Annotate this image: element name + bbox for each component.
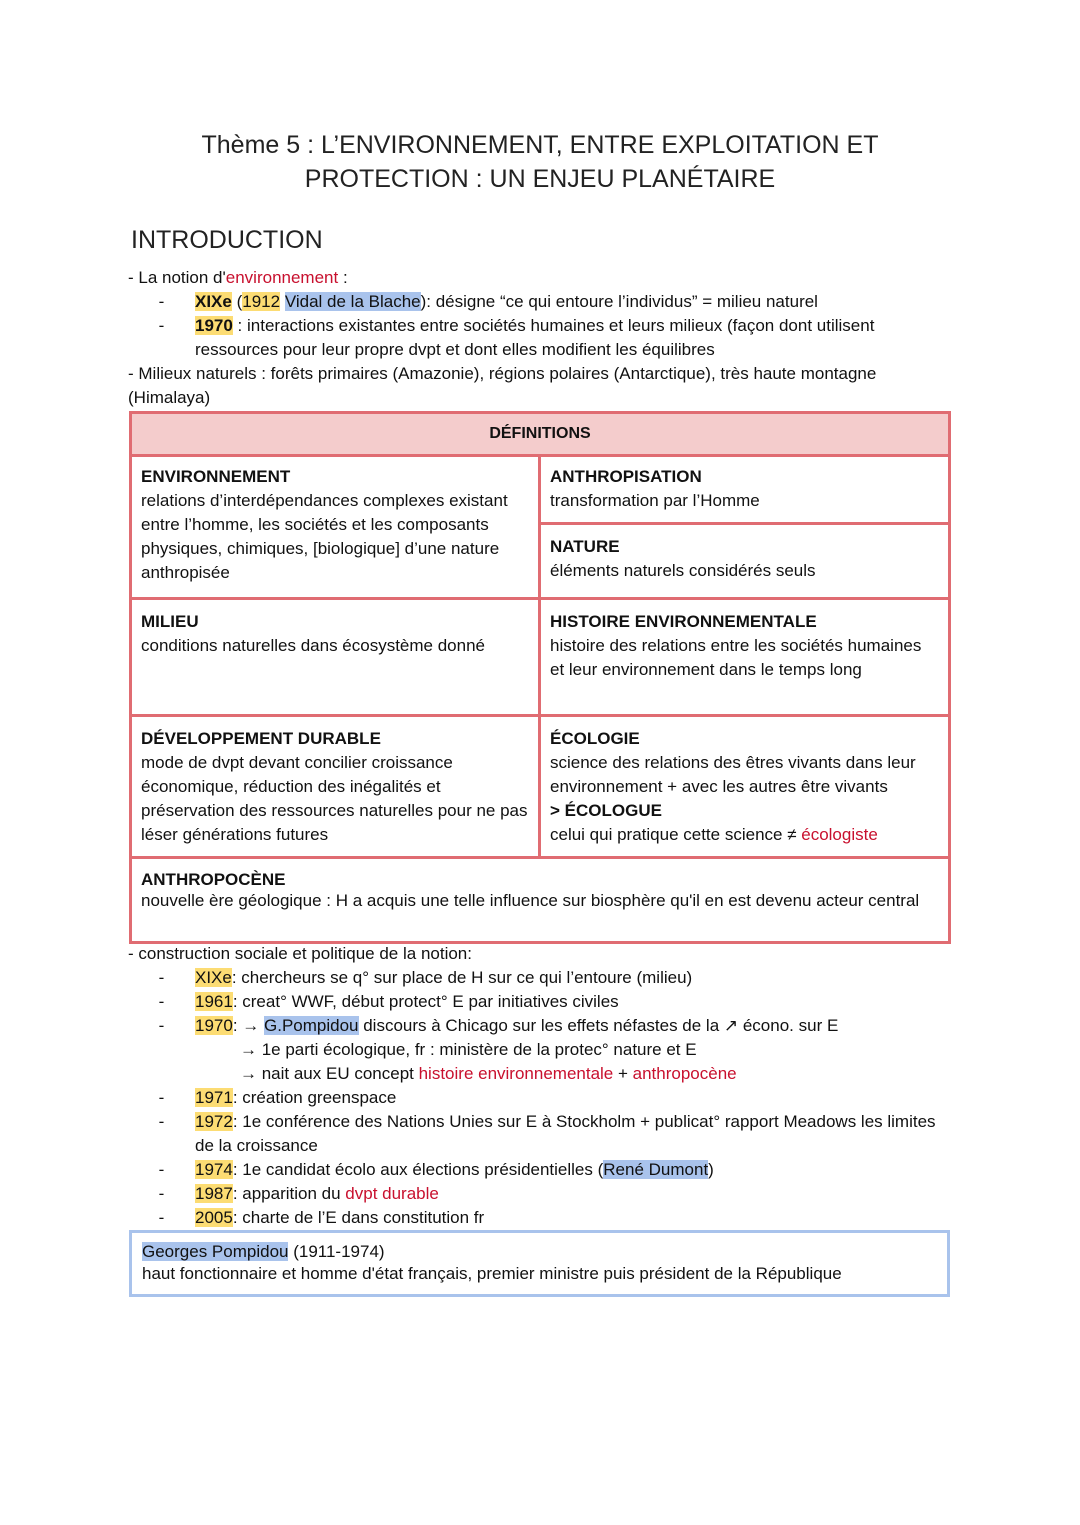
timeline-item: - 1971: création greenspace — [158, 1088, 397, 1107]
milieux-line: - Milieux naturels : forêts primaires (Amazonie), régions polaires (Antarctique), très haute montagne (Himalaya) — [128, 364, 877, 407]
pompidou-name: Georges Pompidou — [142, 1242, 289, 1261]
title-line-1: Thème 5 : L’ENVIRONNEMENT, ENTRE EXPLOITATION ET — [201, 131, 879, 159]
arrow-line-2: → nait aux EU concept histoire environnementale + anthropocène — [240, 1064, 737, 1083]
timeline-item: - 1972: 1e conférence des Nations Unies sur E à Stockholm + publicat° rapport Meadows les limites de la croissance — [158, 1112, 936, 1155]
construction-intro: - construction sociale et politique de la notion: — [128, 944, 472, 963]
date-highlight: 1971 — [195, 1088, 233, 1107]
introduction-heading: INTRODUCTION — [131, 226, 323, 254]
date-highlight: 1974 — [195, 1160, 233, 1179]
notion-line: - La notion d'environnement : — [128, 268, 348, 287]
definitions-header: DÉFINITIONS — [132, 414, 948, 457]
date-highlight: XIXe — [195, 292, 232, 311]
date-highlight: 2005 — [195, 1208, 233, 1227]
notion-keyword: environnement — [225, 268, 339, 287]
date-highlight: 1972 — [195, 1112, 233, 1131]
arrow-line-1: → 1e parti écologique, fr : ministère de la protec° nature et E — [240, 1040, 697, 1059]
def-histoire-environnementale: HISTOIRE ENVIRONNEMENTALE histoire des relations entre les sociétés humaines et leur environnement dans le temps long — [550, 612, 922, 679]
person-highlight: G.Pompidou — [264, 1016, 359, 1035]
date-highlight: 1912 — [242, 292, 281, 311]
timeline-item: - 1961: creat° WWF, début protect° E par initiatives civiles — [158, 992, 619, 1011]
date-highlight: 1970 — [195, 1016, 233, 1035]
def-milieu: MILIEU conditions naturelles dans écosystème donné — [141, 612, 485, 655]
def-developpement-durable: DÉVELOPPEMENT DURABLE mode de dvpt devant concilier croissance économique, réduction des inégalités et préservation des ressources naturelles pour ne pas léser générations futures — [141, 729, 528, 844]
date-highlight: XIXe — [195, 968, 232, 987]
timeline-item: - 1970: → G.Pompidou discours à Chicago sur les effets néfastes de la ↗ écono. sur E — [158, 1016, 839, 1035]
construction-block — [128, 942, 948, 1230]
pompidou-box: Georges Pompidou (1911-1974) haut fonctionnaire et homme d'état français, premier ministre puis président de la République — [129, 1230, 950, 1297]
timeline-item: - XIXe: chercheurs se q° sur place de H sur ce qui l’entoure (milieu) — [158, 968, 693, 987]
intro-block — [128, 266, 948, 410]
definitions-table — [129, 411, 951, 944]
timeline-item: - 1974: 1e candidat écolo aux élections présidentielles (René Dumont) — [158, 1160, 714, 1179]
intro-bullet-2: - 1970 : interactions existantes entre sociétés humaines et leurs milieux (façon dont utilisent ressources pour leur propre dvpt et dont elles modifient les équilibres — [158, 316, 875, 359]
intro-bullet-1: - XIXe (1912 Vidal de la Blache): désigne “ce qui entoure l’individus” = milieu naturel — [158, 292, 818, 311]
date-highlight: 1970 — [195, 316, 233, 335]
person-highlight: René Dumont — [603, 1160, 709, 1179]
def-anthropocene: ANTHROPOCÈNE nouvelle ère géologique : H a acquis une telle influence sur biosphère qu'il en est devenu acteur central — [141, 870, 920, 910]
date-highlight: 1987 — [195, 1184, 233, 1203]
timeline-item: - 1987: apparition du dvpt durable — [158, 1184, 439, 1203]
def-nature: NATURE éléments naturels considérés seuls — [550, 537, 816, 580]
author-highlight: Vidal de la Blache — [284, 292, 421, 311]
title-line-2: PROTECTION : UN ENJEU PLANÉTAIRE — [304, 165, 776, 193]
def-environnement: ENVIRONNEMENT relations d’interdépendances complexes existant entre l’homme, les sociétés et les composants physiques, chimiques, [biologique] d’une nature anthropisée — [141, 467, 508, 582]
pompidou-description: haut fonctionnaire et homme d'état français, premier ministre puis président de la République — [142, 1264, 842, 1283]
ecologiste-keyword: écologiste — [801, 825, 878, 844]
date-highlight: 1961 — [195, 992, 233, 1011]
page-title — [0, 128, 1080, 196]
timeline-item: - 2005: charte de l’E dans constitution fr — [158, 1208, 485, 1227]
def-ecologie: ÉCOLOGIE science des relations des êtres vivants dans leur environnement + avec les autres être vivants > ÉCOLOGUE celui qui pratique cette science ≠ écologiste — [550, 729, 916, 844]
def-anthropisation: ANTHROPISATION transformation par l’Homme — [550, 467, 760, 510]
